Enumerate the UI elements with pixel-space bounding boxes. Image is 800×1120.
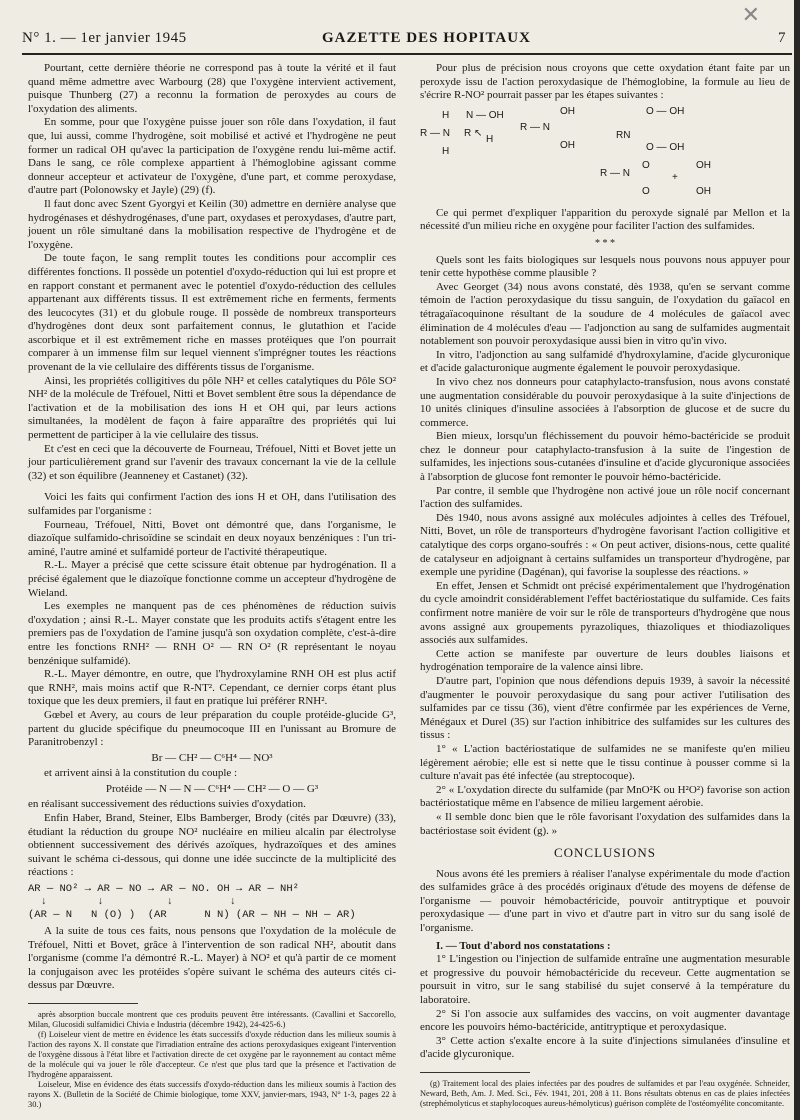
formula-text: H <box>442 109 450 121</box>
paragraph: 2° « L'oxydation directe du sulfamide (par MnO²K ou H²O²) favorise son action bactériostatique même en l'absence de milieu largement aérobie. <box>420 783 790 810</box>
journal-title: GAZETTE DES HOPITAUX <box>322 30 531 46</box>
footnote: (f) Loiseleur vient de mettre en évidence les états successifs d'oxyde réduction dans les milieux soumis à l'action des rayons X. Il constate que l'irradiation entraîne des actions peroxydasiques exigeant l'intervention de l'oxygène dissous à l'état libre et l'activation directe de cet oxygène par le rayonnement au contact même de la molécule qui va jouer le rôle d'accepteur. Ce n'est que plus tard que la présence et l'activation de l'hydrogène apparaissent. <box>28 1030 396 1079</box>
corner-mark: ✕ <box>741 2 760 27</box>
page-header <box>22 30 800 52</box>
paragraph: Avec Georget (34) nous avons constaté, dès 1938, qu'en se servant comme témoin de l'action peroxydasique du tissu sanguin, de l'oxydation du gaïacol en tétragaïacoquinone résultant de la soudure de 4 molécules de gaïacol avec élimination de 4 molécules d'eau — l'adjonction au sang de sulfamides augmentait notablement son pouvoir peroxydasique aussi bien in vitro qu'in vivo. <box>420 280 790 348</box>
formula-text: R — N <box>420 127 450 139</box>
formula-text: R ↖ <box>464 127 483 139</box>
paragraph: Pour plus de précision nous croyons que cette oxydation étant faite par un peroxyde issu de l'action peroxydasique de l'hémoglobine, la formule au lieu de s'écrire R-NO² pourrait passer par les étapes suivantes : <box>420 62 790 102</box>
footnotes <box>420 1079 790 1109</box>
section-divider: * * * <box>595 237 615 249</box>
right-column <box>420 62 790 1109</box>
left-column <box>28 62 396 1110</box>
paragraph: et arrivent ainsi à la constitution du couple : <box>44 767 238 780</box>
paragraph: 3° Cette action s'exalte encore à la suite d'injections simulanées d'insuline et d'acide glycuronique. <box>420 1034 790 1061</box>
paragraph: Quels sont les faits biologiques sur lesquels nous pouvons nous appuyer pour tenir cette hypothèse comme plausible ? <box>420 253 790 280</box>
footnote: (g) Traitement local des plaies infectées par des poudres de sulfamides et par l'eau oxygénée. Schneider, Neward, Beth, Am. J. Med. Sci., Fév. 1941, 201, 208 à 11. Bons résultats obtenus en cas de plaies infectées (strephémolyticus et staphylocoques aureus-hémolyticus) guérison complète de l'ostéomyélite concomitante. <box>420 1079 790 1108</box>
paragraph: In vivo chez nos donneurs pour cataphylacto-transfusion, nous avons constaté une augmentation considérable du pouvoir peroxydasique à la suite d'injections de 10 unités cliniques d'insuline associées à l'absorption de glucose et de sucre du commerce. <box>420 375 790 429</box>
paragraph: en réalisant successivement des réductions suivies d'oxydation. <box>28 798 306 811</box>
formula-text: OH <box>696 159 711 171</box>
paragraph: Dès 1940, nous avons assigné aux molécules adjointes à celles des Tréfouel, Nitti, Bovet, un rôle de transporteurs d'hydrogène favorisant l'action colligitive et catalytique des corps organo-soufrés : « On peut activer, disions-nous, cette qualité de catalyseur en adjoignant à certains sulfamides un transporteur d'hydrogène, par exemple une pyridine (Dagénan), qui favorise la souplesse des réactions. » <box>420 511 790 579</box>
paragraph: Cette action se manifeste par ouverture de leurs doubles liaisons et hydrogénation temporaire de la valence ainsi libre. <box>420 647 790 674</box>
formula-bromure: Br — CH² — C⁶H⁴ — NO³ <box>151 751 273 764</box>
paragraph: Ainsi, les propriétés colligitives du pôle NH² et celles catalytiques du Pôle SO² NH² de la molécule de Tréfouel, Nitti et Bovet semblent être sous la dépendance de l'activation et de la mobilisation des ions H et OH qui, par leurs actions simultanées, la modèlent de façon à faire apparaître des propriétés qui lui permettent de participer à la vie cellulaire des tissus. <box>28 374 396 442</box>
paragraph: A la suite de tous ces faits, nous pensons que l'oxydation de la molécule de Tréfouel, Nitti et Bovet, grâce à l'intervention de son radical NH², aboutit dans l'organisme (comme l'a démontré R.-L. Mayer) à NO² et qu'à partir de ce moment la conjugaison avec les protéides s'opère suivant le schéma des auteurs cités ci-dessus par Dœuvre. <box>28 925 396 992</box>
paragraph: 1° L'ingestion ou l'injection de sulfamide entraîne une augmentation mesurable et progressive du pouvoir hémobactéricide du receveur. Cette augmentation se poursuit in vitro, sur le sang stabilisé du sujet conservé à la température du laboratoire. <box>420 953 790 1007</box>
footnote: Loiseleur, Mise en évidence des états successifs d'oxydo-réduction dans les milieux soumis à l'action des rayons X. (Bulletin de la Société de Chimie biologique, tome XXV, janvier-mars, 1943, N° 1-3, pages 22 à 30.) <box>28 1080 396 1109</box>
paragraph: Fourneau, Tréfouel, Nitti, Bovet ont démontré que, dans l'organisme, le diazoïque sulfamido-chrisoïdine se scindait en deux noyaux benzéniques : l'un tri-aminé, l'autre aminé et sulfamidé porteur de l'activité thérapeutique. <box>28 518 396 558</box>
paragraph: Bien mieux, lorsqu'un fléchissement du pouvoir hémo-bactéricide se produit chez le donneur pour cataphylacto-transfusion à la suite de l'ingestion de sulfamides, les injections sous-cutanées d'insuline et d'acide glycuronique associées à l'absorption de glucose font remonter le pouvoir hémo-bactéricide. <box>420 430 790 484</box>
footnote-rule <box>28 1003 138 1004</box>
paragraph: Ce qui permet d'expliquer l'apparition du peroxyde signalé par Mellon et la nécessité d'un milieu riche en oxygène pour faciliter l'action des sulfamides. <box>420 206 790 233</box>
paragraph: R.-L. Mayer a précisé que cette scissure était obtenue par hydrogénation. Il a précisé également que le diazoïque fonctionne comme un accepteur d'hydrogène de Wieland. <box>28 559 396 599</box>
footnote-rule <box>420 1072 530 1073</box>
formula-text: RN <box>616 129 631 141</box>
paragraph: Voici les faits qui confirment l'action des ions H et OH, dans l'utilisation des sulfamides par l'organisme : <box>28 491 396 517</box>
paragraph: De toute façon, le sang remplit toutes les conditions pour accomplir ces différentes fonctions. Il possède un potentiel d'oxydo-réduction qui lui est propre et en rapport constant et permanent avec le potentiel d'oxydo-réduction des cellules appartenant aux différents tissus. Il est extrêmement riche en ferments, ferments des leucocytes (31) et du globule rouge. Il possède de nombreux transporteurs d'hydrogènes dont deux sont parfaitement connus, le glutathion et l'acide ascorbique et il est extrêmement riche en masses protéiques que l'on pourrait comparer à un immense film sur lequel viennent s'imprégner toutes les réactions provenant de la vie cellulaire des différents tissus de l'organisme. <box>28 252 396 374</box>
formula-text: R — N <box>600 167 630 179</box>
paragraph: Et c'est en ceci que la découverte de Fourneau, Tréfouel, Nitti et Bovet jette un jour particulièrement grand sur l'avenir des travaux concernant la vie de la cellule (32) et son équilibre (Jeanneney et Castanet) (32). <box>28 442 396 482</box>
formula-text: R — N <box>520 121 550 133</box>
paragraph: Pourtant, cette dernière théorie ne correspond pas à toute la vérité et il faut quand même admettre avec Warbourg (28) que l'oxygène intervient activement, puisque Thunberg (27) a reconnu la formation de peroxydes au cours de l'oxydation des aliments. <box>28 62 396 115</box>
header-rule <box>22 53 792 55</box>
paragraph: In vitro, l'adjonction au sang sulfamidé d'hydroxylamine, d'acide glycuronique et d'acide galacturonique augmente également le pouvoir peroxydasique. <box>420 348 790 375</box>
paragraph: 2° Si l'on associe aux sulfamides des vaccins, on voit augmenter davantage encore les pouvoirs hémo-bactéricide, antitryptique et peroxydasique. <box>420 1007 790 1034</box>
footnotes <box>28 1010 396 1110</box>
formula-text: H <box>486 133 494 145</box>
section-heading-conclusions: CONCLUSIONS <box>553 845 656 861</box>
paragraph: R.-L. Mayer démontre, en outre, que l'hydroxylamine RNH OH est plus actif que RNH², mais moins actif que R-NT². Cependant, ce dernier corps étant plus toxique que les deux premiers, il faut en pratique lui préférer RNH². <box>28 668 396 708</box>
footnote: après absorption buccale montrent que ces produits peuvent être intéressants. (Cavallini et Saccorello, Milan, Glucosidi sulfamidici Chivia e Industria (décembre 1942), 24-425-6.) <box>28 1010 396 1029</box>
paragraph: « Il semble donc bien que le rôle favorisant l'oxydation des sulfamides dans la bactériostase soit évident (g). » <box>420 810 790 837</box>
formula-text: O — OH <box>646 105 685 117</box>
formula-text: OH <box>560 105 575 117</box>
paragraph: En effet, Jensen et Schmidt ont précisé expérimentalement que l'hydrogénation du cycle amoindrit considérablement l'effet bactériostatique du sulfamide. Ces faits confirment notre manière de voir sur le rôle de transporteurs d'hydrogène que nous avons assigné aux groupements pyrazoliques, thiazoliques et thiodiazoliques associés aux sulfamides. <box>420 579 790 647</box>
paragraph: Il faut donc avec Szent Gyorgyi et Keilin (30) admettre en dernière analyse que hydrogénases et déshydrogénases, d'une part, oxydases et peroxydases, d'autre part, jouent un rôle simultané dans la mobilisation respective de l'hydrogène et de l'oxygène. <box>28 197 396 251</box>
formula-couple: Protéide — N — N — C⁶H⁴ — CH² — O — G³ <box>105 782 319 795</box>
issue-date: N° 1. — 1er janvier 1945 <box>22 30 187 46</box>
structural-formulas <box>420 105 790 201</box>
formula-text: O <box>642 185 650 197</box>
formula-text: O — OH <box>646 141 685 153</box>
paragraph: 1° « L'action bactériostatique de sulfamides ne se manifeste qu'en milieu légèrement aérobie; elle est si nette que le tissu continue à pousser comme si la culture n'avait pas été infectée (au streptocoque). <box>420 742 790 783</box>
formula-text: N — OH <box>466 109 504 121</box>
reaction-scheme: AR — NO² → AR — NO → AR — NO. OH → AR — NH² ↓ ↓ ↓ ↓ (AR — N N (O) ) (AR N N) (AR — NH — NH — AR) <box>28 883 356 922</box>
page-number: 7 <box>778 30 786 46</box>
paragraph: Par contre, il semble que l'hydrogène non activé joue un rôle nocif concernant l'action des sulfamides. <box>420 484 790 511</box>
paragraph: Nous avons été les premiers à réaliser l'analyse expérimentale du mode d'action des sulfamides grâce à des procédés originaux d'étude des moyens de défense de l'organisme — pouvoir hémobactéricide, pouvoir antitryptique et pouvoir peroxydasique — d'une part in vivo et d'autre part in vitro sur du sang isolé de l'organisme. <box>420 867 790 935</box>
paragraph: Gœbel et Avery, au cours de leur préparation du couple protéide-glucide G³, partent du glucide spécifique du pneumocoque III en l'unissant au Bromure de Paranitrobenzyl : <box>28 708 396 749</box>
page-edge <box>794 0 800 1120</box>
paragraph: Les exemples ne manquent pas de ces phénomènes de réduction suivis d'oxydation ; ainsi R.-L. Mayer constate que les produits actifs s'étagent entre les premiers pas de l'oxydation de l'amine jusqu'à son oxydation complète, c'est-à-dire entre les fonctions RNH² — RNH O² — RN O² (R représentant le noyau benzénique sulfamidé). <box>28 600 396 667</box>
formula-text: O <box>642 159 650 171</box>
formula-text: + <box>672 171 678 183</box>
formula-text: OH <box>560 139 575 151</box>
paragraph: En somme, pour que l'oxygène puisse jouer son rôle dans l'oxydation, il faut que, lui aussi, comme l'hydrogène, soit mobilisé et activé et l'hydrogène ne peut former un radical OH qu'avec la participation de l'oxygène rendu lui-même actif. Dans le sang, ce rôle complexe appartient à l'hémoglobine agissant comme donneur accepteur et activateur de l'oxygène, d'une part, et comme peroxydase, d'autre part (Polonowsky et Jayle) (29) (f). <box>28 116 396 197</box>
formula-text: H <box>442 145 450 157</box>
paragraph: D'autre part, l'opinion que nous défendions depuis 1939, à savoir la nécessité d'augmenter le pouvoir peroxydasique du sang pour activer l'utilisation des sulfamides par ce tissu (36), vient d'être confirmée par les expériences de Verne, Ménégaux et Durel (35) sur l'action inhibitrice des sulfamides sur les cultures des tissus : <box>420 674 790 742</box>
paragraph: Enfin Haber, Brand, Steiner, Elbs Bamberger, Brody (cités par Dœuvre) (33), étudiant la réduction du groupe NO² nucléaire en milieu alcalin par électrolyse obtiennent successivement des dérivés azoïques, hydrazoïques et des amines suivant le schéma ci-dessous, qui donne une idée succincte de la multiplicité des réactions : <box>28 812 396 879</box>
formula-text: OH <box>696 185 711 197</box>
subsection-heading: I. — Tout d'abord nos constatations : <box>436 939 611 952</box>
